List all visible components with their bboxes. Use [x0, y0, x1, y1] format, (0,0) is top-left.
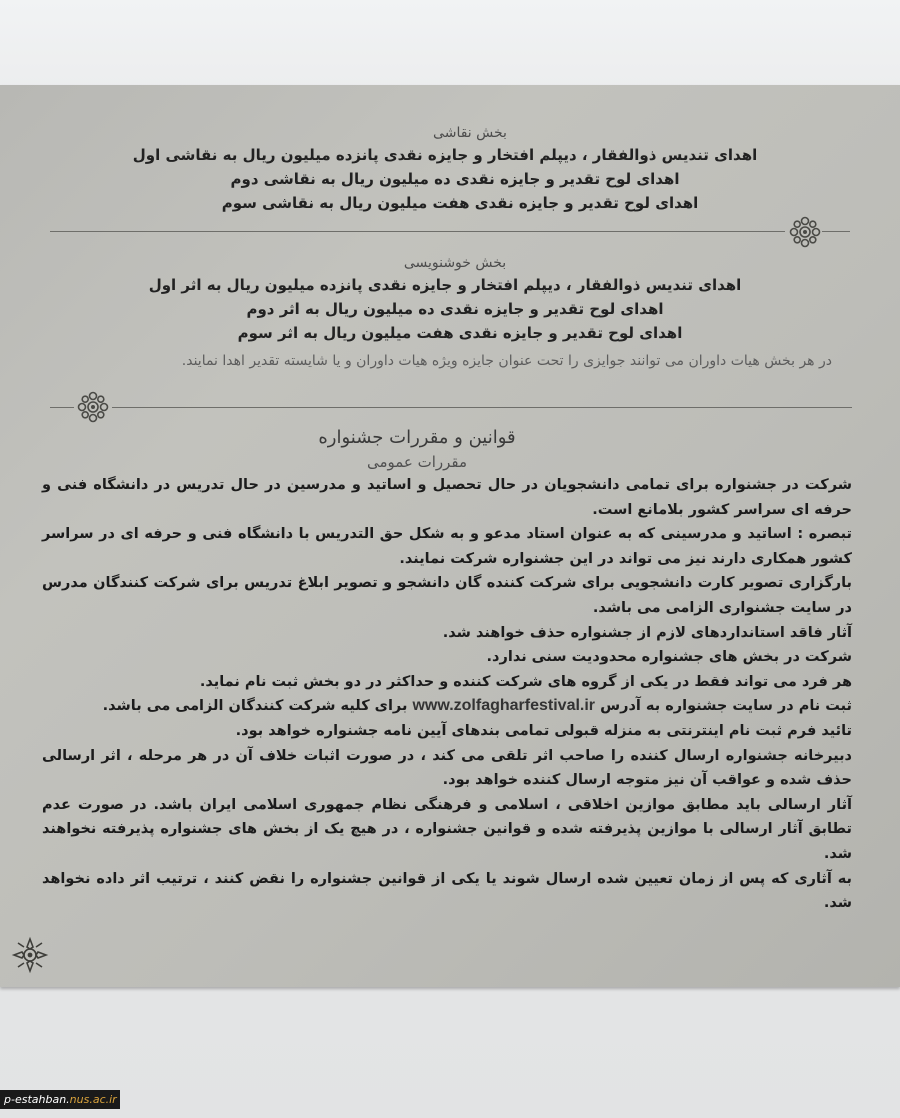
rule-paragraph: شرکت در بخش های جشنواره محدودیت سنی ندارد. — [486, 649, 852, 666]
festival-rules — [42, 425, 852, 916]
rule-paragraph: تائید فرم ثبت نام اینترنتی به منزله قبولی تمامی بندهای آیین نامه جشنواره خواهد بود. — [235, 722, 852, 739]
rule-paragraph: آثار فاقد استانداردهای لازم از جشنواره حذف خواهند شد. — [442, 624, 852, 641]
watermark-domain: nus.ac.ir — [69, 1093, 117, 1106]
festival-website-url: www.zolfagharfestival.ir — [412, 697, 596, 715]
painting-prize-second: اهدای لوح تقدیر و جایزه نقدی ده میلیون ریال به نقاشی دوم — [230, 170, 680, 188]
section-divider — [112, 407, 852, 408]
calligraphy-prize-third: اهدای لوح تقدیر و جایزه نقدی هفت میلیون ریال به اثر سوم — [237, 324, 683, 342]
floral-ornament-icon — [788, 215, 822, 249]
rule-paragraph: آثار ارسالی باید مطابق موازین اخلاقی ، اسلامی و فرهنگی نظام جمهوری اسلامی ایران باشد. در صورت عدم تطابق آثار ارسالی با موازین پذیرفته شده و قوانین جشنواره ، در هیچ یک از بخش های جشنواره پذیرفته نخواهند شد. — [42, 796, 852, 862]
watermark-prefix: p-estahban. — [4, 1093, 70, 1106]
decorative-flourish-icon — [10, 935, 50, 975]
section-divider — [50, 407, 74, 408]
calligraphy-section — [0, 253, 900, 345]
site-watermark — [0, 1090, 120, 1109]
section-divider — [50, 231, 785, 232]
rule-registration-text-end: برای کلیه شرکت کنندگان الزامی می باشد. — [102, 698, 408, 715]
document-sheet — [0, 85, 900, 987]
floral-ornament-icon — [76, 390, 110, 424]
rule-paragraph: هر فرد می تواند فقط در یکی از گروه های شرکت کننده و حداکثر در دو بخش ثبت نام نماید. — [199, 673, 852, 690]
rule-paragraph: شرکت در جشنواره برای تمامی دانشجویان در حال تحصیل و اساتید و مدرسین در حال تدریس در دانشگاه فنی و حرفه ای سراسر کشور بلامانع است. — [42, 477, 852, 518]
calligraphy-prize-first: اهدای تندیس ذوالفقار ، دیپلم افتخار و جایزه نقدی پانزده میلیون ریال به اثر اول — [148, 276, 742, 294]
rule-paragraph: بارگزاری تصویر کارت دانشجویی برای شرکت کننده گان دانشجو و تصویر ابلاغ تدریس برای شرکت کنندگان مدرس در سایت جشنواری الزامی می باشد. — [42, 575, 852, 616]
rule-registration-text: ثبت نام در سایت جشنواره به آدرس — [600, 698, 852, 715]
rules-subtitle: مقررات عمومی — [366, 453, 468, 471]
painting-prize-first: اهدای تندیس ذوالفقار ، دیپلم افتخار و جایزه نقدی پانزده میلیون ریال به نقاشی اول — [132, 146, 758, 164]
calligraphy-section-title: بخش خوشنویسی — [403, 255, 507, 271]
section-divider — [822, 231, 850, 232]
calligraphy-prize-second: اهدای لوح تقدیر و جایزه نقدی ده میلیون ریال به اثر دوم — [246, 300, 664, 318]
painting-section — [0, 123, 900, 215]
rule-registration-paragraph — [42, 694, 852, 719]
rule-paragraph: به آثاری که پس از زمان تعیین شده ارسال شوند یا یکی از قوانین جشنواره را نقض کنند ، ترتیب اثر داده نخواهد شد. — [42, 870, 852, 912]
painting-prize-third: اهدای لوح تقدیر و جایزه نقدی هفت میلیون ریال به نقاشی سوم — [221, 194, 699, 212]
jury-special-prize-note: در هر بخش هیات داوران می توانند جوایزی را تحت عنوان جایزه ویژه هیات داوران و یا شایسته تقدیر اهدا نمایند. — [181, 353, 832, 369]
rule-note-paragraph: تبصره : اساتید و مدرسینی که به عنوان استاد مدعو و به شکل حق التدریس با دانشگاه فنی و حرفه ای در سراسر کشور همکاری دارند نیز می تواند در این جشنواره شرکت نمایند. — [42, 526, 852, 567]
painting-section-title: بخش نقاشی — [433, 125, 507, 141]
rule-paragraph: دبیرخانه جشنواره ارسال کننده را صاحب اثر تلقی می کند ، در صورت اثبات خلاف آن در هر مرحله ، اثر ارسالی حذف شده و عواقب آن نیز متوجه ارسال کننده خواهد بود. — [42, 747, 852, 789]
rules-title: قوانین و مقررات جشنواره — [318, 427, 516, 448]
